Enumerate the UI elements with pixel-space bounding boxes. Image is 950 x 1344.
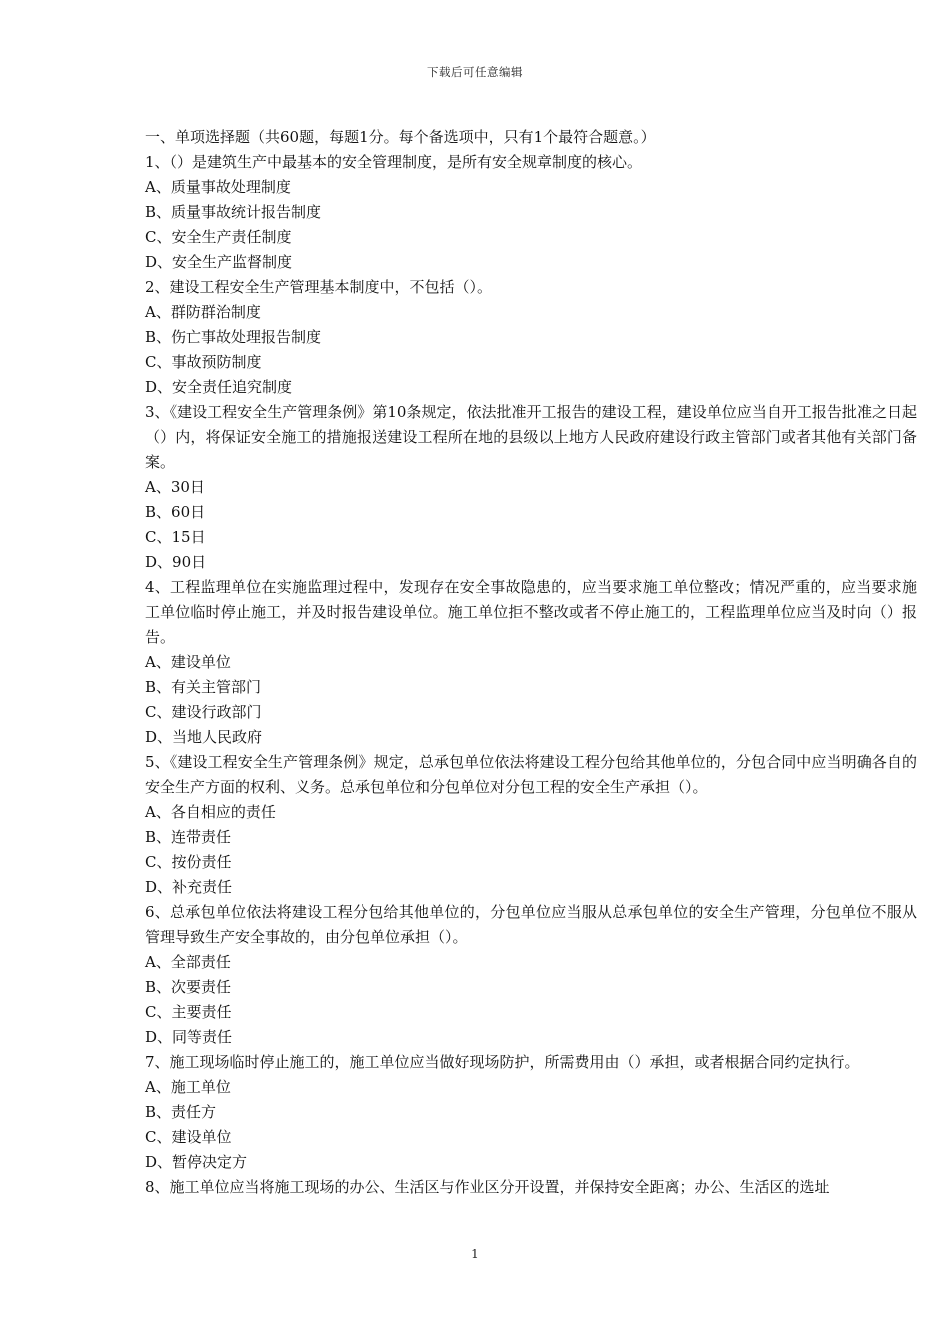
option: C、建设单位 xyxy=(145,1128,232,1146)
option: D、安全生产监督制度 xyxy=(145,253,293,271)
option: C、建设行政部门 xyxy=(145,703,262,721)
option: C、安全生产责任制度 xyxy=(145,228,292,246)
option: D、暂停决定方 xyxy=(145,1153,248,1171)
option: B、伤亡事故处理报告制度 xyxy=(145,328,322,346)
option: C、主要责任 xyxy=(145,1003,232,1021)
option: A、群防群治制度 xyxy=(145,303,261,321)
option: D、当地人民政府 xyxy=(145,728,263,746)
option: D、安全责任追究制度 xyxy=(145,378,293,396)
option: B、次要责任 xyxy=(145,978,232,996)
question-stem: 3、《建设工程安全生产管理条例》第10条规定，依法批准开工报告的建设工程，建设单位应当自开工报告批准之日起（）内，将保证安全施工的措施报送建设工程所在地的县级以上地方人民政府建设行政主管部门或者其他有关部门备案。 xyxy=(145,403,917,471)
option: A、各自相应的责任 xyxy=(145,803,276,821)
option: D、90日 xyxy=(145,553,207,571)
question-stem: 4、工程监理单位在实施监理过程中，发现存在安全事故隐患的，应当要求施工单位整改；情况严重的，应当要求施工单位临时停止施工，并及时报告建设单位。施工单位拒不整改或者不停止施工的，工程监理单位应当及时向（）报告。 xyxy=(145,578,917,646)
option: A、质量事故处理制度 xyxy=(145,178,291,196)
page-header: 下载后可任意编辑 xyxy=(427,65,523,79)
option: D、同等责任 xyxy=(145,1028,233,1046)
question-stem: 6、总承包单位依法将建设工程分包给其他单位的，分包单位应当服从总承包单位的安全生产管理，分包单位不服从管理导致生产安全事故的，由分包单位承担（）。 xyxy=(145,903,917,946)
option: C、事故预防制度 xyxy=(145,353,262,371)
option: A、施工单位 xyxy=(145,1078,231,1096)
question-stem: 8、施工单位应当将施工现场的办公、生活区与作业区分开设置，并保持安全距离；办公、生活区的选址 xyxy=(145,1178,830,1196)
option: A、30日 xyxy=(145,478,205,496)
option: A、建设单位 xyxy=(145,653,231,671)
option: A、全部责任 xyxy=(145,953,231,971)
question-list xyxy=(145,125,917,1200)
question-stem: 1、（）是建筑生产中最基本的安全管理制度，是所有安全规章制度的核心。 xyxy=(145,153,643,171)
option: B、连带责任 xyxy=(145,828,232,846)
option: C、按份责任 xyxy=(145,853,232,871)
option: B、责任方 xyxy=(145,1103,217,1121)
section-title: 一、单项选择题（共60题，每题1分。每个备选项中，只有1个最符合题意。） xyxy=(145,128,656,146)
question-stem: 2、建设工程安全生产管理基本制度中，不包括（）。 xyxy=(145,278,493,296)
option: B、有关主管部门 xyxy=(145,678,262,696)
option: C、15日 xyxy=(145,528,206,546)
question-stem: 5、《建设工程安全生产管理条例》规定，总承包单位依法将建设工程分包给其他单位的，分包合同中应当明确各自的安全生产方面的权利、义务。总承包单位和分包单位对分包工程的安全生产承担（）。 xyxy=(145,753,917,796)
question-stem: 7、施工现场临时停止施工的，施工单位应当做好现场防护，所需费用由（）承担，或者根据合同约定执行。 xyxy=(145,1053,860,1071)
option: B、质量事故统计报告制度 xyxy=(145,203,322,221)
page-number: 1 xyxy=(471,1247,479,1261)
option: D、补充责任 xyxy=(145,878,233,896)
option: B、60日 xyxy=(145,503,206,521)
